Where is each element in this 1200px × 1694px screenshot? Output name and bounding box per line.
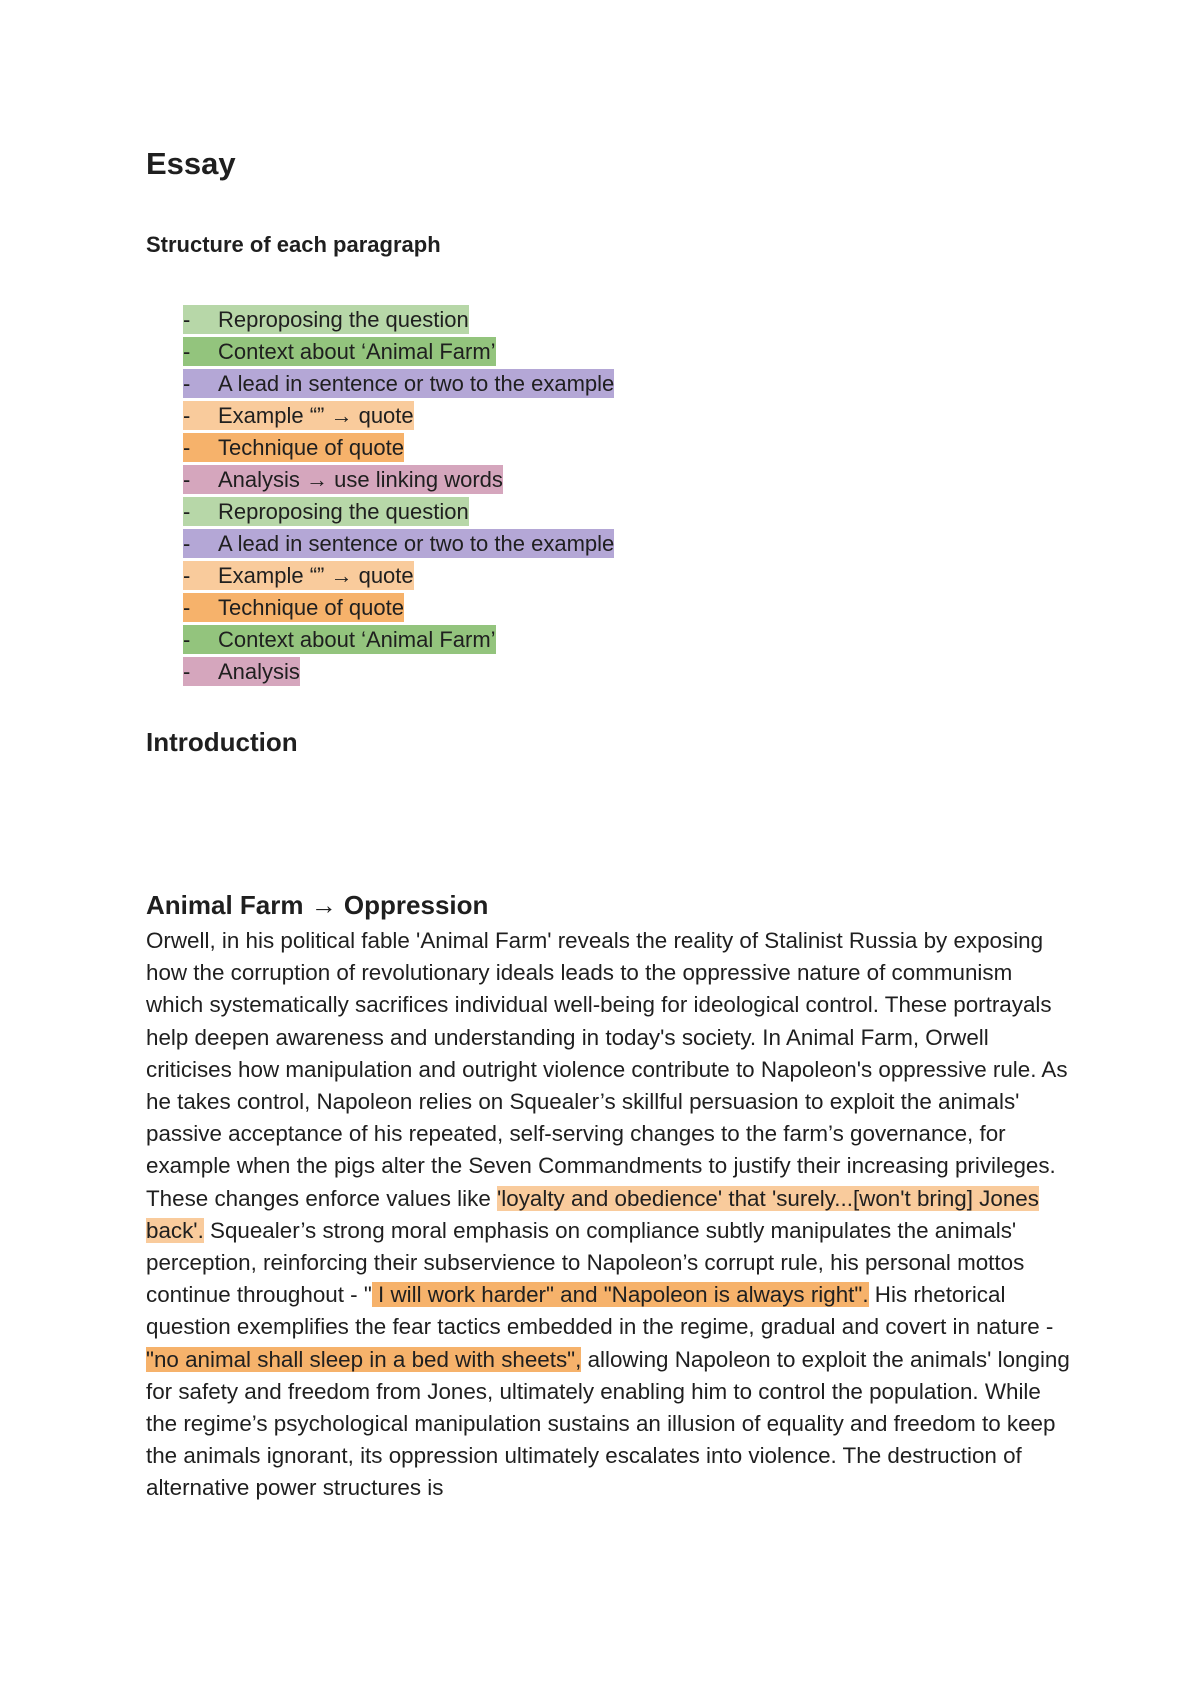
- essay-paragraph: [146, 925, 1071, 1505]
- list-dash: -: [183, 563, 191, 588]
- list-item-highlight: [183, 561, 414, 590]
- list-item: [183, 528, 614, 560]
- structure-heading: Structure of each paragraph: [146, 232, 441, 257]
- list-item-label: Context about ‘Animal Farm’: [218, 627, 496, 652]
- list-item-label: A lead in sentence or two to the example: [218, 371, 615, 396]
- list-item-highlight: [183, 497, 469, 526]
- list-dash: -: [183, 307, 191, 332]
- list-item-label: Example “” → quote: [218, 403, 414, 428]
- paragraph-text: Squealer’s strong moral emphasis on compliance subtly manipulates the animals' perception, reinforcing their subservience to Napoleon’s corrupt rule, his personal mottos continue throughout - ": [146, 1217, 1025, 1308]
- list-item-label: A lead in sentence or two to the example: [218, 531, 615, 556]
- introduction-heading: Introduction: [146, 727, 298, 757]
- list-dash: -: [183, 499, 191, 524]
- list-item: [183, 432, 614, 464]
- list-item: [183, 368, 614, 400]
- list-item-label: Technique of quote: [218, 435, 404, 460]
- list-dash: -: [183, 371, 191, 396]
- structure-list: [183, 304, 614, 688]
- list-item: [183, 624, 614, 656]
- list-item: [183, 336, 614, 368]
- list-dash: -: [183, 531, 191, 556]
- list-item: [183, 560, 614, 592]
- paragraph-text: Orwell, in his political fable 'Animal Farm' reveals the reality of Stalinist Russia by exposing how the corruption of revolutionary ideals leads to the oppressive nature of communism which systematically sacrifices individual well-being for ideological control. These portrayals help deepen awareness and understanding in today's society. In Animal Farm, Orwell criticises how manipulation and outright violence contribute to Napoleon's oppressive rule. As he takes control, Napoleon relies on Squealer’s skillful persuasion to exploit the animals' passive acceptance of his repeated, self-serving changes to the farm’s governance, for example when the pigs alter the Seven Commandments to justify their increasing privileges. These changes enforce values like: [146, 928, 1068, 1211]
- list-dash: -: [183, 403, 191, 428]
- paragraph-text: allowing Napoleon to exploit the animals' longing for safety and freedom from Jones, ultimately enabling him to control the population. While the regime’s psychological manipulation sustains an illusion of equality and freedom to keep the animals ignorant, its oppression ultimately escalates into violence. The destruction of alternative power structures is: [146, 1346, 1070, 1501]
- highlighted-quote: I will work harder" and "Napoleon is always right".: [371, 1282, 869, 1308]
- list-item-label: Analysis → use linking words: [218, 467, 503, 492]
- list-dash: -: [183, 659, 191, 684]
- list-item-highlight: [183, 401, 414, 430]
- list-item: [183, 656, 614, 688]
- list-item-label: Example “” → quote: [218, 563, 414, 588]
- list-item-highlight: [183, 433, 404, 462]
- list-dash: -: [183, 339, 191, 364]
- list-dash: -: [183, 435, 191, 460]
- list-item-label: Reproposing the question: [218, 307, 469, 332]
- list-item-highlight: [183, 593, 404, 622]
- list-item-label: Technique of quote: [218, 595, 404, 620]
- list-item: [183, 464, 614, 496]
- list-item-highlight: [183, 337, 496, 366]
- paragraph-text: His rhetorical question exemplifies the fear tactics embedded in the regime, gradual and covert in nature -: [146, 1282, 1054, 1340]
- list-item: [183, 304, 614, 336]
- document-title: Essay: [146, 146, 236, 181]
- section-heading: Animal Farm → Oppression: [146, 890, 489, 920]
- list-item-highlight: [183, 369, 614, 398]
- list-item-highlight: [183, 529, 614, 558]
- highlighted-quote: "no animal shall sleep in a bed with sheets",: [146, 1346, 582, 1372]
- highlighted-quote: 'loyalty and obedience' that 'surely...[won't bring] Jones back'.: [146, 1185, 1039, 1243]
- list-item-label: Analysis: [218, 659, 300, 684]
- list-item-highlight: [183, 305, 469, 334]
- list-item: [183, 400, 614, 432]
- list-item-highlight: [183, 625, 496, 654]
- list-dash: -: [183, 467, 191, 492]
- list-item: [183, 592, 614, 624]
- list-dash: -: [183, 595, 191, 620]
- list-item-highlight: [183, 465, 503, 494]
- list-dash: -: [183, 627, 191, 652]
- list-item: [183, 496, 614, 528]
- list-item-label: Context about ‘Animal Farm’: [218, 339, 496, 364]
- list-item-highlight: [183, 657, 300, 686]
- list-item-label: Reproposing the question: [218, 499, 469, 524]
